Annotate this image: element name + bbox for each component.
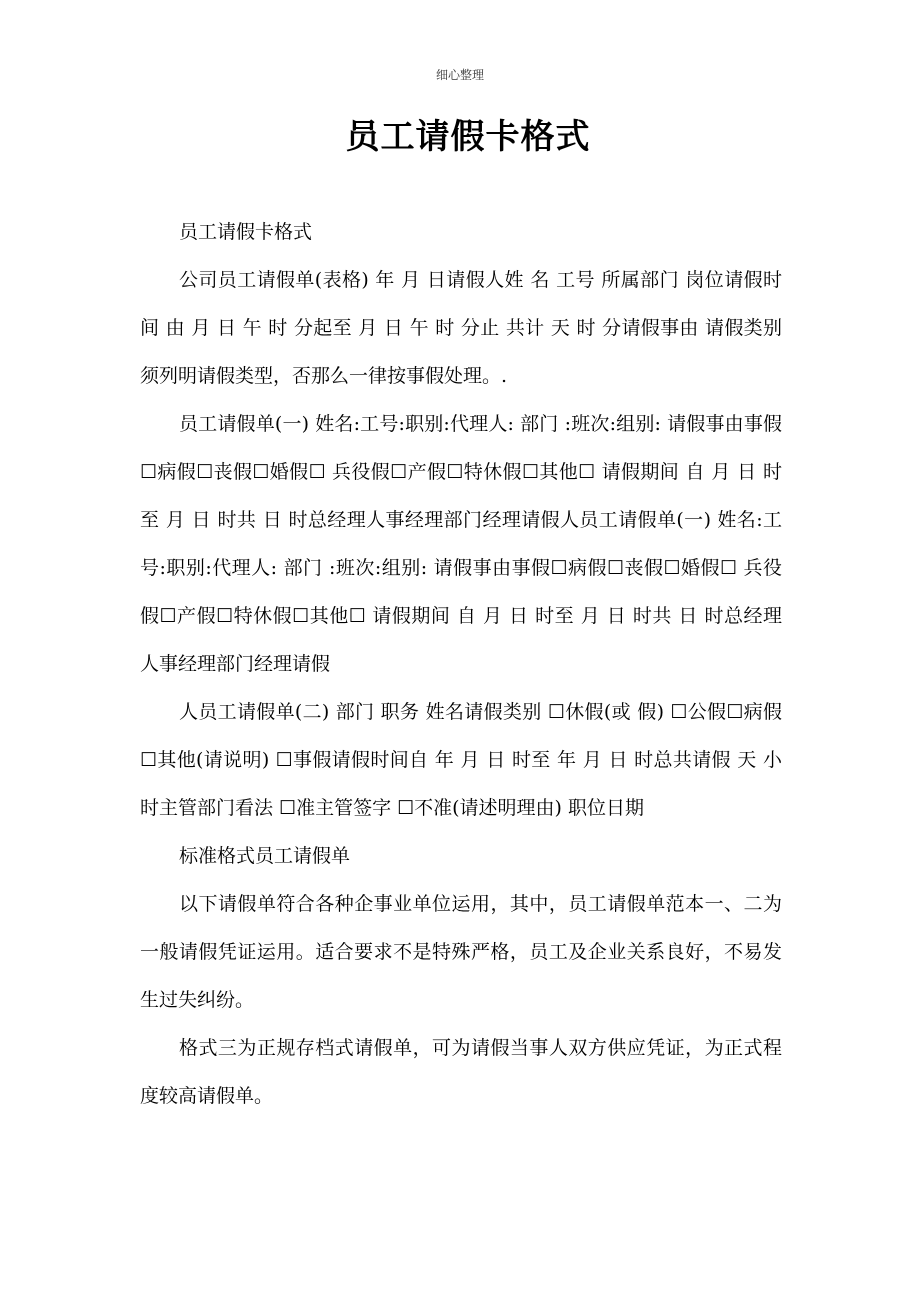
- paragraph-company-form: 公司员工请假单(表格) 年 月 日请假人姓 名 工号 所属部门 岗位请假时 间 由 月 日 午 时 分起至 月 日 午 时 分止 共计 天 时 分请假事由 请假类别 须列明请假类型，否那么一律按事假处理。.: [140, 269, 782, 387]
- paragraph-standard-heading: 标准格式员工请假单: [179, 845, 351, 867]
- paragraph-form-two: 人员工请假单(二) 部门 职务 姓名请假类别 ☐休假(或 假) ☐公假☐病假 ☐其他(请说明) ☐事假请假时间自 年 月 日 时至 年 月 日 时总共请假 天 小时主管部门看法 ☐准主管签字 ☐不准(请述明理由) 职位日期: [140, 701, 782, 819]
- header-note: 细心整理: [435, 68, 484, 82]
- document-body: [140, 208, 782, 1120]
- document-title: 员工请假卡格式: [345, 117, 591, 157]
- paragraph-usage-note: 以下请假单符合各种企事业单位运用，其中，员工请假单范本一、二为一般请假凭证运用。适合要求不是特殊严格，员工及企业关系良好，不易发生过失纠纷。: [140, 893, 782, 1011]
- paragraph-form-one: 员工请假单(一) 姓名:工号:职别:代理人: 部门 :班次:组别: 请假事由事假☐病假☐丧假☐婚假☐ 兵役假☐产假☐特休假☐其他☐ 请假期间 自 月 日 时至 月 日 时共 日 时总经理人事经理部门经理请假人员工请假单(一) 姓名:工号:职别:代理人: 部门 :班次:组别: 请假事由事假☐病假☐丧假☐婚假☐ 兵役假☐产假☐特休假☐其他☐ 请假期间 自 月 日 时至 月 日 时共 日 时总经理 人事经理部门经理请假: [140, 413, 782, 675]
- paragraph-format-three: 格式三为正规存档式请假单，可为请假当事人双方供应凭证，为正式程度较高请假单。: [140, 1037, 782, 1107]
- paragraph-subtitle: 员工请假卡格式: [179, 221, 313, 243]
